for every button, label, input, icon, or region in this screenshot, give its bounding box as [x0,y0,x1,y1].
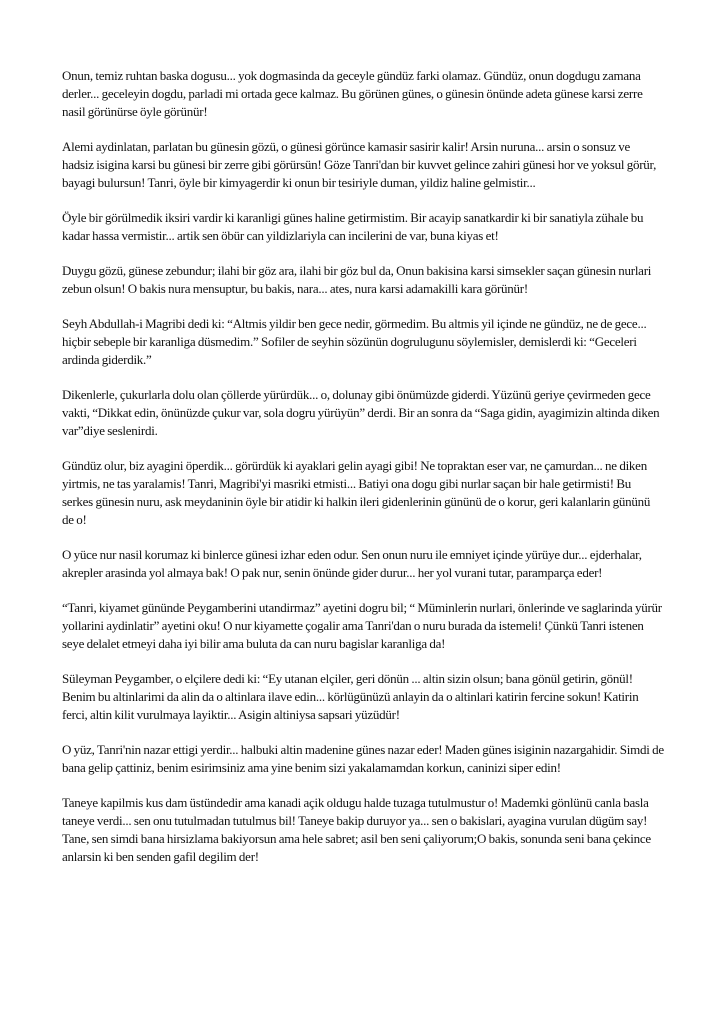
paragraph: Süleyman Peygamber, o elçilere dedi ki: “Ey utanan elçiler, geri dönün ... altin sizin olsun; bana gönül getirin, gönül! Benim bu altinlarimi da alin da o altinlara ilave edin... körlügünüzü anlayin da o altinlari katirin fercine sokun! Katirin ferci, altin kilit vurulmaya layiktir... Asigin altiniysa sapsari yüzüdür! [62,671,639,722]
paragraph: Seyh Abdullah-i Magribi dedi ki: “Altmis yildir ben gece nedir, görmedim. Bu altmis yil içinde ne gündüz, ne de gece... hiçbir sebeple bir karanliga düsmedim.” Sofiler de seyhin sözünün dogrulugunu söylemisler, demislerdi ki: “Geceleri ardinda giderdik.” [62,316,647,367]
paragraph: “Tanri, kiyamet gününde Peygamberini utandirmaz” ayetini dogru bil; “ Müminlerin nurlari, önlerinde ve saglarinda yürür yollarini aydinlatir” ayetini oku! O nur kiyamette çogalir ama Tanri'dan o nuru burada da istemeli! Çünkü Tanri istenen seye delalet etmeyi daha iyi bilir ama buluta da can nuru bagislar karanliga da! [62,600,662,651]
paragraph: Gündüz olur, biz ayagini öperdik... görürdük ki ayaklari gelin ayagi gibi! Ne topraktan eser var, ne çamurdan... ne diken yirtmis, ne tas yaralamis! Tanri, Magribi'yi masriki etmisti... Batiyi ona dogu gibi nurlar saçan bir hale getirmisti! Bu serkes günesin nuru, ask meydaninin öyle bir atidir ki halkin ileri gidenlerinin gününü de o korur, geri kalanlarin gününü de o! [62,458,651,527]
paragraph: Dikenlerle, çukurlarla dolu olan çöllerde yürürdük... o, dolunay gibi önümüzde giderdi. Yüzünü geriye çevirmeden gece vakti, “Dikkat edin, önünüzde çukur var, sola dogru yürüyün” derdi. Bir an sonra da “Saga gidin, ayagimizin altinda diken var”diye seslenirdi. [62,387,660,438]
paragraph: O yüce nur nasil korumaz ki binlerce günesi izhar eden odur. Sen onun nuru ile emniyet içinde yürüye dur... ejderhalar, akrepler arasinda yol almaya bak! O pak nur, senin önünde gider durur... her yol vurani tutar, paramparça eder! [62,547,642,580]
document-page [62,67,664,866]
paragraph: Taneye kapilmis kus dam üstündedir ama kanadi açik oldugu halde tuzaga tutulmustur o! Mademki gönlünü canla basla taneye verdi... sen onu tutulmadan tutulmus bil! Taneye bakip duruyor ya... sen o bakislari, ayagina vurulan dügüm say! Tane, sen simdi bana hirsizlama bakiyorsun ama hele sabret; asil ben seni çaliyorum;O bakis, sonunda seni bana çekince anlarsin ki ben senden gafil degilim der! [62,795,651,864]
paragraph: Onun, temiz ruhtan baska dogusu... yok dogmasinda da geceyle gündüz farki olamaz. Gündüz, onun dogdugu zamana derler... geceleyin dogdu, parladi mi ortada gece kalmaz. Bu görünen günes, o günesin önünde adeta günese karsi zerre nasil görünürse öyle görünür! [62,68,643,119]
paragraph: Duygu gözü, günese zebundur; ilahi bir göz ara, ilahi bir göz bul da, Onun bakisina karsi simsekler saçan günesin nurlari zebun olsun! O bakis nura mensuptur, bu bakis, nara... ates, nura karsi adamakilli kara görünür! [62,263,652,296]
paragraph: O yüz, Tanri'nin nazar ettigi yerdir... halbuki altin madenine günes nazar eder! Maden günes isiginin nazargahidir. Simdi de bana gelip çattiniz, benim esirimsiniz ama yine benim sizi yakalamamdan korkun, caninizi siper edin! [62,742,664,775]
paragraph: Öyle bir görülmedik iksiri vardir ki karanligi günes haline getirmistim. Bir acayip sanatkardir ki bir sanatiyla zühale bu kadar hassa vermistir... artik sen öbür can yildizlariyla can incilerini de var, buna kiyas et! [62,210,644,243]
paragraph: Alemi aydinlatan, parlatan bu günesin gözü, o günesi görünce kamasir sasirir kalir! Arsin nuruna... arsin o sonsuz ve hadsiz isigina karsi bu günesi bir zerre gibi görürsün! Göze Tanri'dan bir kuvvet gelince zahiri günesi hor ve yoksul görür, bayagi bulursun! Tanri, öyle bir kimyagerdir ki onun bir tesiriyle duman, yildiz haline gelmistir... [62,139,657,190]
